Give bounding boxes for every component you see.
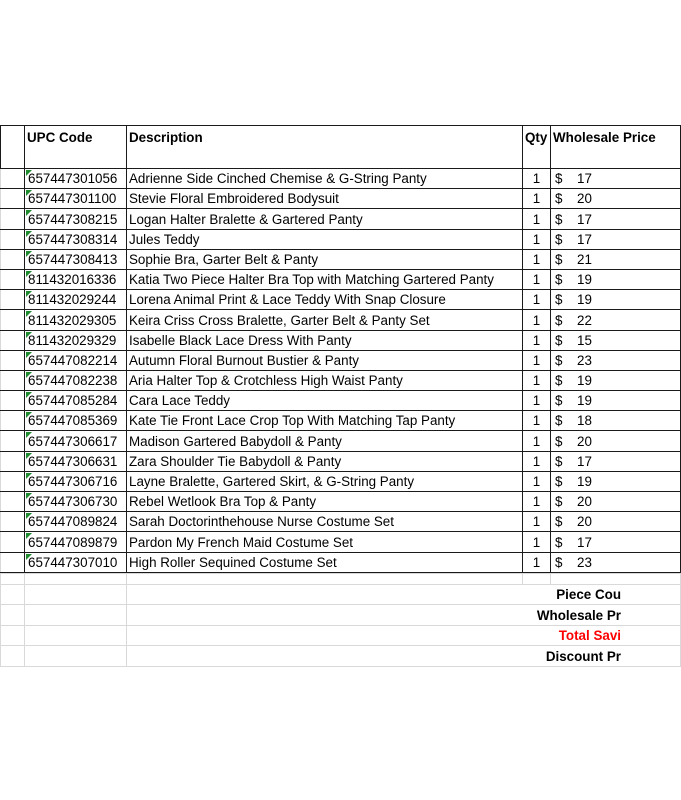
cell[interactable] [551, 573, 681, 584]
currency-symbol: $ [555, 494, 563, 510]
cell[interactable] [1, 646, 25, 667]
description-cell[interactable]: High Roller Sequined Costume Set [127, 552, 523, 572]
price-cell[interactable] [551, 451, 681, 471]
currency-symbol: $ [555, 474, 563, 489]
upc-cell[interactable]: 657447085284 [25, 391, 127, 411]
cell[interactable] [1, 573, 25, 584]
table-row [1, 189, 681, 209]
qty-cell[interactable]: 1 [523, 431, 551, 451]
summary-row-wholesale-price [1, 605, 681, 626]
price-cell[interactable] [551, 249, 681, 269]
summary-row-piece-count [1, 584, 681, 605]
qty-cell[interactable]: 1 [523, 189, 551, 209]
price-cell[interactable] [551, 290, 681, 310]
price-value: 15 [577, 332, 592, 348]
cell[interactable] [25, 605, 127, 626]
description-cell[interactable]: Keira Criss Cross Bralette, Garter Belt & Panty Set [127, 310, 523, 330]
price-value: 17 [577, 453, 592, 469]
price-cell[interactable] [551, 532, 681, 552]
description-cell[interactable]: Autumn Floral Burnout Bustier & Panty [127, 350, 523, 370]
header-description[interactable]: Description [127, 126, 523, 169]
currency-symbol: $ [555, 433, 563, 449]
piece-count-text: Piece Cou [556, 587, 621, 603]
currency-symbol: $ [555, 534, 563, 550]
row-marker-cell[interactable] [1, 209, 25, 229]
currency-symbol: $ [555, 332, 563, 348]
upc-cell[interactable]: 657447307010 [25, 552, 127, 572]
row-marker-cell[interactable] [1, 512, 25, 532]
qty-cell[interactable]: 1 [523, 249, 551, 269]
price-cell[interactable] [551, 330, 681, 350]
total-savings-label[interactable] [127, 625, 681, 646]
spacer-row [1, 573, 681, 584]
table-row [1, 492, 681, 512]
currency-symbol: $ [555, 393, 563, 409]
upc-cell[interactable]: 657447085369 [25, 411, 127, 431]
table-row [1, 290, 681, 310]
cell[interactable] [523, 573, 551, 584]
cell[interactable] [25, 584, 127, 605]
row-marker-cell[interactable] [1, 471, 25, 491]
currency-symbol: $ [555, 312, 563, 328]
qty-cell[interactable]: 1 [523, 512, 551, 532]
description-cell[interactable]: Aria Halter Top & Crotchless High Waist Panty [127, 370, 523, 390]
header-row [1, 126, 681, 169]
currency-symbol: $ [555, 453, 563, 469]
description-cell[interactable]: Adrienne Side Cinched Chemise & G-String Panty [127, 169, 523, 189]
row-marker-cell[interactable] [1, 126, 25, 169]
currency-symbol: $ [555, 373, 563, 389]
row-marker-cell[interactable] [1, 451, 25, 471]
row-marker-cell[interactable] [1, 411, 25, 431]
currency-symbol: $ [555, 514, 563, 530]
table-row [1, 330, 681, 350]
table-row [1, 269, 681, 289]
row-marker-cell[interactable] [1, 492, 25, 512]
table-row [1, 451, 681, 471]
currency-symbol: $ [555, 231, 563, 247]
table-row [1, 411, 681, 431]
row-marker-cell[interactable] [1, 350, 25, 370]
qty-cell[interactable]: 1 [523, 451, 551, 471]
row-marker-cell[interactable] [1, 330, 25, 350]
table-row [1, 249, 681, 269]
table-row [1, 310, 681, 330]
upc-cell[interactable]: 657447308215 [25, 209, 127, 229]
discount-price-label[interactable] [127, 646, 681, 667]
price-value: 19 [577, 272, 592, 288]
order-table [0, 125, 681, 573]
row-marker-cell[interactable] [1, 552, 25, 572]
price-cell[interactable] [551, 189, 681, 209]
price-cell[interactable] [551, 411, 681, 431]
cell[interactable] [127, 573, 523, 584]
upc-cell[interactable]: 657447301056 [25, 169, 127, 189]
qty-cell[interactable]: 1 [523, 209, 551, 229]
row-marker-cell[interactable] [1, 391, 25, 411]
qty-cell[interactable]: 1 [523, 532, 551, 552]
qty-cell[interactable]: 1 [523, 330, 551, 350]
upc-cell[interactable]: 657447082238 [25, 370, 127, 390]
row-marker-cell[interactable] [1, 532, 25, 552]
description-cell[interactable]: Kate Tie Front Lace Crop Top With Matching Tap Panty [127, 411, 523, 431]
currency-symbol: $ [555, 251, 563, 267]
description-cell[interactable]: Layne Bralette, Gartered Skirt, & G-String Panty [127, 471, 523, 491]
upc-cell[interactable]: 811432029329 [25, 330, 127, 350]
price-value: 19 [577, 373, 592, 389]
spreadsheet [0, 125, 656, 667]
description-cell[interactable]: Stevie Floral Embroidered Bodysuit [127, 189, 523, 209]
upc-cell[interactable]: 657447306617 [25, 431, 127, 451]
price-value: 18 [577, 413, 592, 429]
table-row [1, 532, 681, 552]
total-savings-text: Total Savi [558, 628, 621, 644]
upc-cell[interactable]: 657447306716 [25, 471, 127, 491]
piece-count-label[interactable] [127, 584, 681, 605]
price-value: 20 [577, 433, 592, 449]
currency-symbol: $ [555, 171, 563, 187]
description-cell[interactable]: Madison Gartered Babydoll & Panty [127, 431, 523, 451]
price-cell[interactable] [551, 512, 681, 532]
description-cell[interactable]: Jules Teddy [127, 229, 523, 249]
currency-symbol: $ [555, 211, 563, 227]
table-row [1, 350, 681, 370]
row-marker-cell[interactable] [1, 290, 25, 310]
price-value: 19 [577, 393, 592, 409]
qty-cell[interactable]: 1 [523, 350, 551, 370]
upc-cell[interactable]: 811432016336 [25, 269, 127, 289]
header-wholesale-price[interactable]: Wholesale Price [551, 126, 681, 169]
price-value: 20 [577, 191, 592, 207]
qty-cell[interactable]: 1 [523, 290, 551, 310]
qty-cell[interactable]: 1 [523, 229, 551, 249]
price-cell[interactable] [551, 229, 681, 249]
table-row [1, 209, 681, 229]
currency-symbol: $ [555, 292, 563, 308]
discount-price-text: Discount Pr [545, 648, 621, 664]
upc-cell[interactable]: 811432029305 [25, 310, 127, 330]
cell[interactable] [25, 625, 127, 646]
cell[interactable] [25, 646, 127, 667]
row-marker-cell[interactable] [1, 229, 25, 249]
price-value: 19 [577, 474, 592, 489]
summary-row-total-savings [1, 625, 681, 646]
price-cell[interactable] [551, 552, 681, 572]
price-cell[interactable] [551, 431, 681, 451]
qty-cell[interactable]: 1 [523, 310, 551, 330]
price-value: 19 [577, 292, 592, 308]
upc-cell[interactable]: 657447089824 [25, 512, 127, 532]
table-row [1, 229, 681, 249]
currency-symbol: $ [555, 413, 563, 429]
row-marker-cell[interactable] [1, 189, 25, 209]
table-row [1, 391, 681, 411]
currency-symbol: $ [555, 272, 563, 288]
price-value: 17 [577, 171, 592, 187]
upc-cell[interactable]: 811432029244 [25, 290, 127, 310]
table-row [1, 169, 681, 189]
upc-cell[interactable]: 657447308413 [25, 249, 127, 269]
upc-cell[interactable]: 657447082214 [25, 350, 127, 370]
description-cell[interactable]: Rebel Wetlook Bra Top & Panty [127, 492, 523, 512]
upc-cell[interactable]: 657447089879 [25, 532, 127, 552]
description-cell[interactable]: Isabelle Black Lace Dress With Panty [127, 330, 523, 350]
description-cell[interactable]: Zara Shoulder Tie Babydoll & Panty [127, 451, 523, 471]
table-row [1, 512, 681, 532]
price-cell[interactable] [551, 350, 681, 370]
header-qty[interactable]: Qty [523, 126, 551, 169]
cell[interactable] [1, 605, 25, 626]
price-cell[interactable] [551, 471, 681, 491]
table-row [1, 471, 681, 491]
price-value: 20 [577, 514, 592, 530]
currency-symbol: $ [555, 191, 563, 207]
row-marker-cell[interactable] [1, 269, 25, 289]
qty-cell[interactable]: 1 [523, 169, 551, 189]
row-marker-cell[interactable] [1, 431, 25, 451]
price-value: 17 [577, 231, 592, 247]
description-cell[interactable]: Logan Halter Bralette & Gartered Panty [127, 209, 523, 229]
price-value: 23 [577, 554, 592, 570]
upc-cell[interactable]: 657447301100 [25, 189, 127, 209]
table-row [1, 370, 681, 390]
summary-row-discount-price [1, 646, 681, 667]
row-marker-cell[interactable] [1, 370, 25, 390]
price-value: 22 [577, 312, 592, 328]
price-cell[interactable] [551, 269, 681, 289]
row-marker-cell[interactable] [1, 249, 25, 269]
qty-cell[interactable]: 1 [523, 411, 551, 431]
cell[interactable] [1, 584, 25, 605]
price-value: 21 [577, 251, 592, 267]
table-row [1, 552, 681, 572]
price-cell[interactable] [551, 209, 681, 229]
qty-cell[interactable]: 1 [523, 471, 551, 491]
qty-cell[interactable]: 1 [523, 552, 551, 572]
currency-symbol: $ [555, 352, 563, 368]
price-value: 23 [577, 352, 592, 368]
description-cell[interactable]: Sophie Bra, Garter Belt & Panty [127, 249, 523, 269]
wholesale-price-label[interactable] [127, 605, 681, 626]
price-cell[interactable] [551, 391, 681, 411]
table-row [1, 431, 681, 451]
currency-symbol: $ [555, 554, 563, 570]
cell[interactable] [1, 625, 25, 646]
description-cell[interactable]: Katia Two Piece Halter Bra Top with Matching Gartered Panty [127, 269, 523, 289]
upc-cell[interactable]: 657447306730 [25, 492, 127, 512]
description-cell[interactable]: Cara Lace Teddy [127, 391, 523, 411]
qty-cell[interactable]: 1 [523, 269, 551, 289]
qty-cell[interactable]: 1 [523, 391, 551, 411]
wholesale-price-text: Wholesale Pr [536, 607, 621, 623]
price-cell[interactable] [551, 492, 681, 512]
header-upc[interactable]: UPC Code [25, 126, 127, 169]
price-value: 20 [577, 494, 592, 510]
description-cell[interactable]: Pardon My French Maid Costume Set [127, 532, 523, 552]
price-cell[interactable] [551, 169, 681, 189]
qty-cell[interactable]: 1 [523, 370, 551, 390]
qty-cell[interactable]: 1 [523, 492, 551, 512]
row-marker-cell[interactable] [1, 310, 25, 330]
cell[interactable] [25, 573, 127, 584]
upc-cell[interactable]: 657447308314 [25, 229, 127, 249]
price-cell[interactable] [551, 370, 681, 390]
price-value: 17 [577, 211, 592, 227]
row-marker-cell[interactable] [1, 169, 25, 189]
summary-table [0, 573, 681, 667]
upc-cell[interactable]: 657447306631 [25, 451, 127, 471]
description-cell[interactable]: Lorena Animal Print & Lace Teddy With Snap Closure [127, 290, 523, 310]
description-cell[interactable]: Sarah Doctorinthehouse Nurse Costume Set [127, 512, 523, 532]
price-value: 17 [577, 534, 592, 550]
price-cell[interactable] [551, 310, 681, 330]
